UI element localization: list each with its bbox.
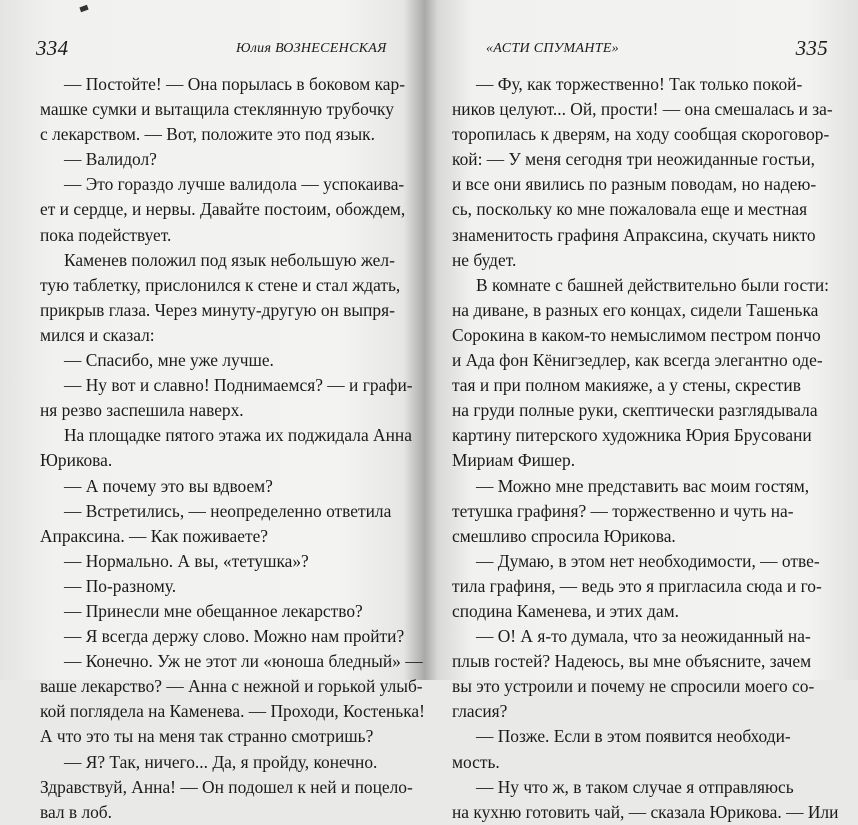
text-line: тила графиня, — ведь это я пригласила сюда и го-	[452, 575, 822, 596]
text-line: тетушка графиня? — торжественно и чуть на-	[452, 500, 794, 521]
text-line: сь, поскольку ко мне пожаловала еще и местная	[452, 199, 808, 220]
text-line: В комнате с башней действительно были гости:	[476, 274, 829, 295]
text-line: — Конечно. Уж не этот ли «юноша бледный» —	[64, 651, 423, 672]
text-line: кой: — У меня сегодня три неожиданные гостьи,	[452, 149, 816, 170]
text-line: пока подействует.	[40, 224, 172, 245]
text-line: сподина Каменева, и этих дам.	[452, 600, 679, 621]
text-line: — Это гораздо лучше валидола — успокаива-	[64, 174, 405, 195]
text-line: — Можно мне представить вас моим гостям,	[476, 475, 810, 496]
text-line: ваше лекарство? — Анна с нежной и горькой улыб-	[40, 676, 423, 697]
text-line: — Я? Так, ничего... Да, я пройду, конечно.	[64, 751, 378, 772]
text-line: тая и при полном макияже, а у стены, скрестив	[452, 375, 801, 396]
text-line: — Ну вот и славно! Поднимаемся? — и графи-	[64, 375, 413, 396]
text-line: на груди полные руки, скептически разглядывала	[452, 400, 818, 421]
text-line: смешливо спросила Юрикова.	[452, 525, 676, 546]
right-page-text	[452, 72, 839, 825]
text-line: ет и сердце, и нервы. Давайте постоим, обождем,	[40, 199, 406, 220]
left-running-head: Юлия ВОЗНЕСЕНСКАЯ	[236, 41, 387, 56]
text-line: — Принесли мне обещанное лекарство?	[64, 600, 363, 621]
text-line: — А почему это вы вдвоем?	[64, 475, 273, 496]
right-page-number: 335	[795, 36, 828, 60]
left-page-text	[40, 72, 425, 825]
text-line: вал в лоб.	[40, 801, 113, 822]
text-line: машке сумки и вытащила стеклянную трубочку	[40, 99, 394, 120]
text-line: На площадке пятого этажа их поджидала Анна	[64, 425, 412, 446]
text-line: — Валидол?	[64, 149, 157, 170]
text-line: — О! А я-то думала, что за неожиданный на-	[476, 626, 811, 647]
text-line: мился и сказал:	[40, 324, 155, 345]
left-page-header	[36, 36, 422, 64]
text-line: мость.	[452, 751, 500, 772]
text-line: на кухню готовить чай, — сказала Юрикова. — Или	[452, 801, 839, 822]
text-line: — Думаю, в этом нет необходимости, — отве-	[476, 550, 820, 571]
text-line: — Нормально. А вы, «тетушка»?	[64, 550, 309, 571]
text-line: — Спасибо, мне уже лучше.	[64, 350, 274, 371]
right-page	[430, 0, 858, 822]
text-line: торопилась к дверям, на ходу сообщая скороговор-	[452, 124, 830, 145]
text-line: и Ада фон Кёнигзедлер, как всегда элегантно оде-	[452, 350, 823, 371]
text-line: Юрикова.	[40, 450, 113, 471]
text-line: не будет.	[452, 249, 517, 270]
text-line: гласия?	[452, 701, 508, 722]
text-line: вы это устроили и почему не спросили моего со-	[452, 676, 815, 697]
text-line: и все они явились по разным поводам, но надею-	[452, 174, 817, 195]
text-line: с лекарством. — Вот, положите это под язык.	[40, 124, 375, 145]
text-line: плыв гостей? Надеюсь, вы мне объясните, зачем	[452, 651, 812, 672]
text-line: ников целуют... Ой, прости! — она смешалась и за-	[452, 99, 833, 120]
text-line: Сорокина в каком-то немыслимом пестром пончо	[452, 324, 821, 345]
text-line: Каменев положил под язык небольшую жел-	[64, 249, 395, 270]
text-line: — Встретились, — неопределенно ответила	[64, 500, 392, 521]
left-page	[0, 0, 430, 822]
text-line: Апраксина. — Как поживаете?	[40, 525, 269, 546]
text-line: — По-разному.	[64, 575, 177, 596]
text-line: — Я всегда держу слово. Можно нам пройти?	[64, 626, 405, 647]
text-line: Здравствуй, Анна! — Он подошел к ней и поцело-	[40, 776, 413, 797]
text-line: кой поглядела на Каменева. — Проходи, Костенька!	[40, 701, 425, 722]
left-page-number: 334	[36, 36, 69, 60]
text-line: — Постойте! — Она порылась в боковом кар-	[64, 74, 405, 94]
ink-mark	[79, 5, 88, 12]
text-line: знаменитость графиня Апраксина, скучать никто	[452, 224, 816, 245]
text-line: прикрыв глаза. Через минуту-другую он выпря-	[40, 299, 395, 320]
text-line: ня резво заспешила наверх.	[40, 400, 244, 421]
text-line: А что это ты на меня так странно смотришь?	[40, 726, 374, 747]
right-running-head: «АСТИ СПУМАНТЕ»	[486, 41, 619, 56]
right-page-header	[444, 36, 828, 64]
text-line: тую таблетку, прислонился к стене и стал ждать,	[40, 274, 401, 295]
text-line: Мириам Фишер.	[452, 450, 576, 471]
text-line: — Позже. Если в этом появится необходи-	[476, 726, 791, 747]
text-line: — Фу, как торжественно! Так только покой-	[476, 74, 803, 94]
text-line: — Ну что ж, в таком случае я отправляюсь	[476, 776, 794, 797]
text-line: на диване, в разных его концах, сидели Ташенька	[452, 299, 819, 320]
text-line: картину питерского художника Юрия Брусовани	[452, 425, 812, 446]
